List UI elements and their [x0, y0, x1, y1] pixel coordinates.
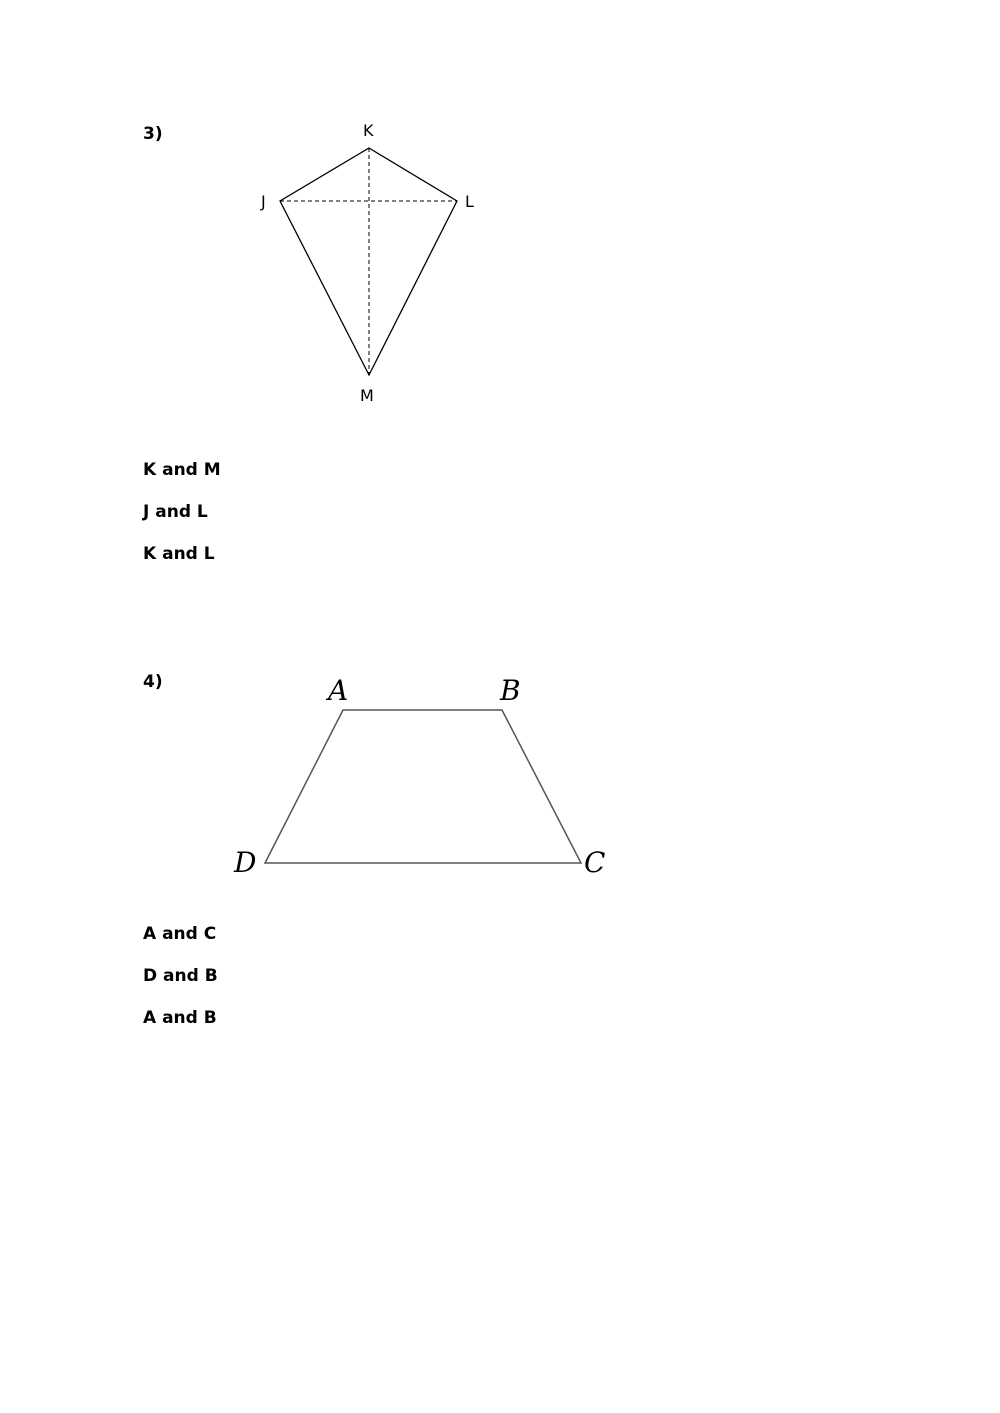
kite-label-l: L: [465, 192, 474, 211]
option-3c: K and L: [143, 544, 215, 564]
kite-label-k: K: [363, 121, 374, 140]
kite-label-j: J: [261, 192, 266, 211]
question-number: 3): [143, 124, 163, 144]
question-number: 4): [143, 672, 163, 692]
trapezoid-label-c: C: [584, 846, 606, 879]
option-3b: J and L: [143, 502, 208, 522]
option-4c: A and B: [143, 1008, 217, 1028]
trapezoid-outline: [265, 710, 581, 863]
trapezoid-label-a: A: [328, 674, 349, 707]
kite-label-m: M: [360, 386, 374, 405]
option-4b: D and B: [143, 966, 218, 986]
trapezoid-label-b: B: [500, 674, 521, 707]
trapezoid-label-d: D: [234, 846, 257, 879]
option-4a: A and C: [143, 924, 217, 944]
option-3a: K and M: [143, 460, 221, 480]
